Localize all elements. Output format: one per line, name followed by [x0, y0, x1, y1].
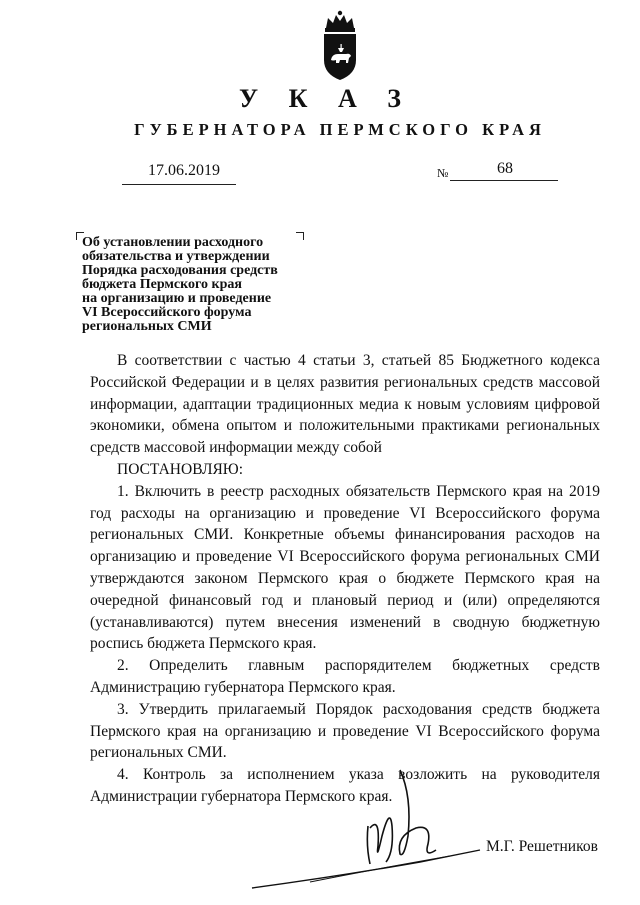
preamble-paragraph: В соответствии с частью 4 статьи 3, статьей 85 Бюджетного кодекса Российской Федерации и в целях развития региональных средств массовой информации, адаптации традиционных медиа к новым условиям цифровой экономики, обмена опытом и положительными практиками региональных средств массовой информации между собой	[90, 352, 600, 457]
document-subtitle: ГУБЕРНАТОРА ПЕРМСКОГО КРАЯ	[134, 120, 546, 139]
decree-item: 2. Определить главным распорядителем бюджетных средств Администрацию губернатора Пермского края.	[90, 657, 600, 696]
number-value: 68	[497, 160, 513, 177]
subject-line: Порядка расходования средств	[82, 263, 278, 278]
decree-word: ПОСТАНОВЛЯЮ:	[117, 460, 244, 478]
decree-item: 1. Включить в реестр расходных обязательств Пермского края на 2019 год расходы на организацию и проведение VI Всероссийского форума региональных СМИ. Конкретные объемы финансирования расходов на организацию и проведение VI Всероссийского форума региональных СМИ утверждаются законом Пермского края о бюджете Пермского края на очередной финансовый год и плановый период и (или) определяются (устанавливаются) путем внесения изменений в сводную бюджетную роспись бюджета Пермского края.	[90, 482, 600, 653]
date-value: 17.06.2019	[148, 162, 220, 179]
decree-item: 4. Контроль за исполнением указа возложить на руководителя Администрации губернатора Пермского края.	[90, 766, 600, 805]
document-title: У К А З	[239, 84, 413, 113]
document-subject	[82, 236, 302, 334]
subject-line: бюджета Пермского края	[82, 277, 242, 292]
handwritten-signature	[250, 766, 490, 896]
number-label: №	[437, 166, 449, 180]
number-field	[450, 158, 558, 181]
subject-line: обязательства и утверждении	[82, 249, 270, 264]
date-field	[122, 160, 236, 185]
subject-line: VI Всероссийского форума	[82, 305, 252, 320]
subject-line: региональных СМИ	[82, 319, 212, 334]
decree-item: 3. Утвердить прилагаемый Порядок расходования средств бюджета Пермского края на организацию и проведение VI Всероссийского форума региональных СМИ.	[90, 700, 600, 762]
document-body	[90, 350, 600, 808]
coat-of-arms-icon	[318, 10, 362, 82]
subject-line: Об установлении расходного	[82, 235, 264, 250]
signer-name: М.Г. Решетников	[486, 838, 598, 855]
subject-line: на организацию и проведение	[82, 291, 272, 306]
